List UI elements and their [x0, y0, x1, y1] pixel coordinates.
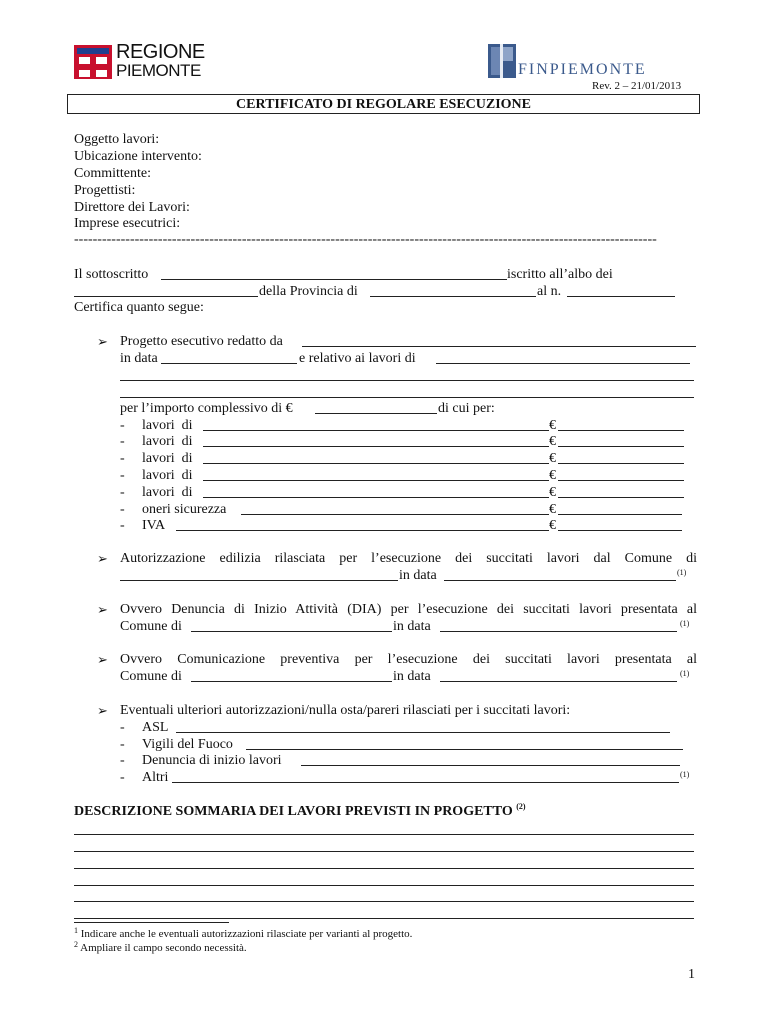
di-cui-label: di cui per: — [438, 401, 495, 416]
cost-item-amount-field[interactable] — [558, 430, 684, 431]
cost-item-dash: - — [120, 518, 125, 533]
cost-item-dash: - — [120, 418, 125, 433]
cost-item-euro: € — [549, 434, 556, 449]
progetto-data-label: in data — [120, 351, 158, 366]
sottoscritto-field[interactable] — [161, 279, 507, 280]
cost-item-amount-field[interactable] — [558, 480, 684, 481]
dia-data-label: in data — [393, 619, 431, 634]
cost-item-desc-field[interactable] — [176, 530, 549, 531]
cost-item-label: oneri sicurezza — [142, 502, 227, 517]
cost-item-desc-field[interactable] — [241, 514, 549, 515]
cost-item-amount-field[interactable] — [558, 514, 682, 515]
footnote-1 — [74, 928, 412, 941]
field-committente: Committente: — [74, 166, 151, 181]
autorizzazione-note — [677, 566, 686, 579]
footnote-2-text: Ampliare il campo secondo necessità. — [80, 942, 247, 954]
comunicazione-comune-label: Comune di — [120, 669, 182, 684]
cost-item-euro: € — [549, 485, 556, 500]
title-box — [67, 94, 700, 114]
cost-item-euro: € — [549, 418, 556, 433]
dia-note — [680, 617, 689, 630]
dia-text: Ovvero Denuncia di Inizio Attività (DIA) per l’esecuzione dei succitati lavori presentata al — [120, 602, 697, 617]
ulteriori-dash: - — [120, 720, 125, 735]
cost-item-euro: € — [549, 451, 556, 466]
certifica-label: Certifica quanto segue: — [74, 300, 204, 315]
cost-item-label: lavori di — [142, 485, 193, 500]
progetto-lavori-label: e relativo ai lavori di — [299, 351, 416, 366]
dash-separator-text: ----------------------------------------------------------------------------------------------------------------------------- — [74, 232, 657, 247]
comunicazione-comune-field[interactable] — [191, 681, 392, 682]
descrizione-line[interactable] — [74, 918, 694, 919]
bullet-arrow-icon: ➢ — [97, 703, 108, 718]
cost-item-label: lavori di — [142, 418, 193, 433]
footnote-2-num: 2 — [74, 940, 78, 949]
ulteriori-vigili-field[interactable] — [246, 749, 683, 750]
cost-item-dash: - — [120, 451, 125, 466]
cost-item-desc-field[interactable] — [203, 480, 549, 481]
regione-piemonte-logo — [74, 41, 205, 80]
bullet-arrow-icon: ➢ — [97, 602, 108, 617]
footnote-2 — [74, 942, 247, 955]
ulteriori-label: Eventuali ulteriori autorizzazioni/nulla osta/pareri rilasciati per i succitati lavori: — [120, 703, 571, 718]
bullet-arrow-icon: ➢ — [97, 551, 108, 566]
autorizzazione-comune-field[interactable] — [120, 580, 398, 581]
comunicazione-data-label: in data — [393, 669, 431, 684]
cost-item-dash: - — [120, 434, 125, 449]
descrizione-line[interactable] — [74, 834, 694, 835]
autorizzazione-data-label: in data — [399, 568, 437, 583]
autorizzazione-data-field[interactable] — [444, 580, 676, 581]
cost-item-desc-field[interactable] — [203, 446, 549, 447]
ulteriori-denuncia-label: Denuncia di inizio lavori — [142, 753, 282, 768]
ulteriori-asl-label: ASL — [142, 720, 169, 735]
regione-logo-line2: PIEMONTE — [116, 61, 201, 80]
cost-item-dash: - — [120, 502, 125, 517]
cost-item-label: lavori di — [142, 451, 193, 466]
page-number: 1 — [688, 967, 695, 982]
progetto-lavori-field-2[interactable] — [120, 380, 694, 381]
footnote-1-num: 1 — [74, 926, 78, 935]
regione-flag-icon — [74, 45, 112, 79]
dia-comune-label: Comune di — [120, 619, 182, 634]
progetto-lavori-field-3[interactable] — [120, 397, 694, 398]
numero-field[interactable] — [567, 296, 675, 297]
cost-item-desc-field[interactable] — [203, 463, 549, 464]
descrizione-line[interactable] — [74, 851, 694, 852]
sottoscritto-label: Il sottoscritto — [74, 267, 149, 282]
progetto-data-field[interactable] — [161, 363, 297, 364]
cost-item-amount-field[interactable] — [558, 463, 684, 464]
descrizione-line[interactable] — [74, 901, 694, 902]
progetto-label: Progetto esecutivo redatto da — [120, 334, 283, 349]
cost-item-euro: € — [549, 502, 556, 517]
cost-item-dash: - — [120, 468, 125, 483]
dia-data-field[interactable] — [440, 631, 677, 632]
autorizzazione-label — [120, 551, 697, 567]
cost-item-amount-field[interactable] — [558, 446, 684, 447]
descrizione-line[interactable] — [74, 868, 694, 869]
finpiemonte-mark-icon — [488, 44, 516, 78]
footnote-divider — [74, 922, 229, 923]
al-numero-label: al n. — [537, 284, 562, 299]
field-ubicazione: Ubicazione intervento: — [74, 149, 202, 164]
iscritto-albo-label: iscritto all’albo dei — [507, 267, 613, 282]
comunicazione-note — [680, 667, 689, 680]
importo-label: per l’importo complessivo di € — [120, 401, 293, 416]
ulteriori-dash: - — [120, 737, 125, 752]
ulteriori-denuncia-field[interactable] — [301, 765, 680, 766]
bullet-arrow-icon: ➢ — [97, 334, 108, 349]
ulteriori-dash: - — [120, 770, 125, 785]
ulteriori-vigili-label: Vigili del Fuoco — [142, 737, 233, 752]
page-title: CERTIFICATO DI REGOLARE ESECUZIONE — [236, 97, 531, 112]
dia-label — [120, 602, 697, 618]
cost-item-amount-field[interactable] — [558, 530, 682, 531]
ulteriori-dash: - — [120, 753, 125, 768]
cost-item-label: lavori di — [142, 468, 193, 483]
descrizione-heading — [74, 804, 526, 821]
cost-item-dash: - — [120, 485, 125, 500]
progetto-redatto-field[interactable] — [302, 346, 696, 347]
footnote-ref: (1) — [680, 619, 690, 628]
autorizzazione-text: Autorizzazione edilizia rilasciata per l’esecuzione dei succitati lavori dal Comune di — [120, 551, 697, 566]
cost-item-amount-field[interactable] — [558, 497, 684, 498]
comunicazione-label — [120, 652, 697, 668]
finpiemonte-wordmark: FINPIEMONTE — [518, 61, 647, 78]
cost-item-euro: € — [549, 468, 556, 483]
footnote-ref: (2) — [516, 802, 526, 811]
comunicazione-text: Ovvero Comunicazione preventiva per l’esecuzione dei succitati lavori presentata al — [120, 652, 697, 667]
dash-separator — [74, 232, 694, 248]
footnote-1-text: Indicare anche le eventuali autorizzazioni rilasciate per varianti al progetto. — [80, 928, 413, 940]
field-imprese: Imprese esecutrici: — [74, 216, 181, 231]
revision-label: Rev. 2 – 21/01/2013 — [592, 80, 682, 92]
finpiemonte-logo — [488, 44, 698, 80]
albo-field[interactable] — [74, 296, 258, 297]
bullet-arrow-icon: ➢ — [97, 652, 108, 667]
footnote-ref: (1) — [680, 770, 690, 779]
cost-item-label: lavori di — [142, 434, 193, 449]
footnote-ref: (1) — [677, 568, 687, 577]
ulteriori-altri-field[interactable] — [172, 782, 679, 783]
comunicazione-data-field[interactable] — [440, 681, 677, 682]
descrizione-line[interactable] — [74, 885, 694, 886]
cost-item-euro: € — [549, 518, 556, 533]
progetto-lavori-field[interactable] — [436, 363, 690, 364]
ulteriori-note — [680, 768, 689, 781]
provincia-field[interactable] — [370, 296, 536, 297]
importo-field[interactable] — [315, 413, 437, 414]
cost-item-desc-field[interactable] — [203, 430, 549, 431]
ulteriori-altri-label: Altri — [142, 770, 169, 785]
provincia-label: della Provincia di — [259, 284, 358, 299]
cost-item-desc-field[interactable] — [203, 497, 549, 498]
descrizione-title: DESCRIZIONE SOMMARIA DEI LAVORI PREVISTI IN PROGETTO — [74, 804, 513, 819]
regione-logo-line1: REGIONE — [116, 41, 205, 63]
field-oggetto: Oggetto lavori: — [74, 132, 160, 147]
field-direttore: Direttore dei Lavori: — [74, 200, 190, 215]
footnote-ref: (1) — [680, 669, 690, 678]
dia-comune-field[interactable] — [191, 631, 392, 632]
ulteriori-asl-field[interactable] — [176, 732, 670, 733]
field-progettisti: Progettisti: — [74, 183, 136, 198]
cost-item-label: IVA — [142, 518, 166, 533]
